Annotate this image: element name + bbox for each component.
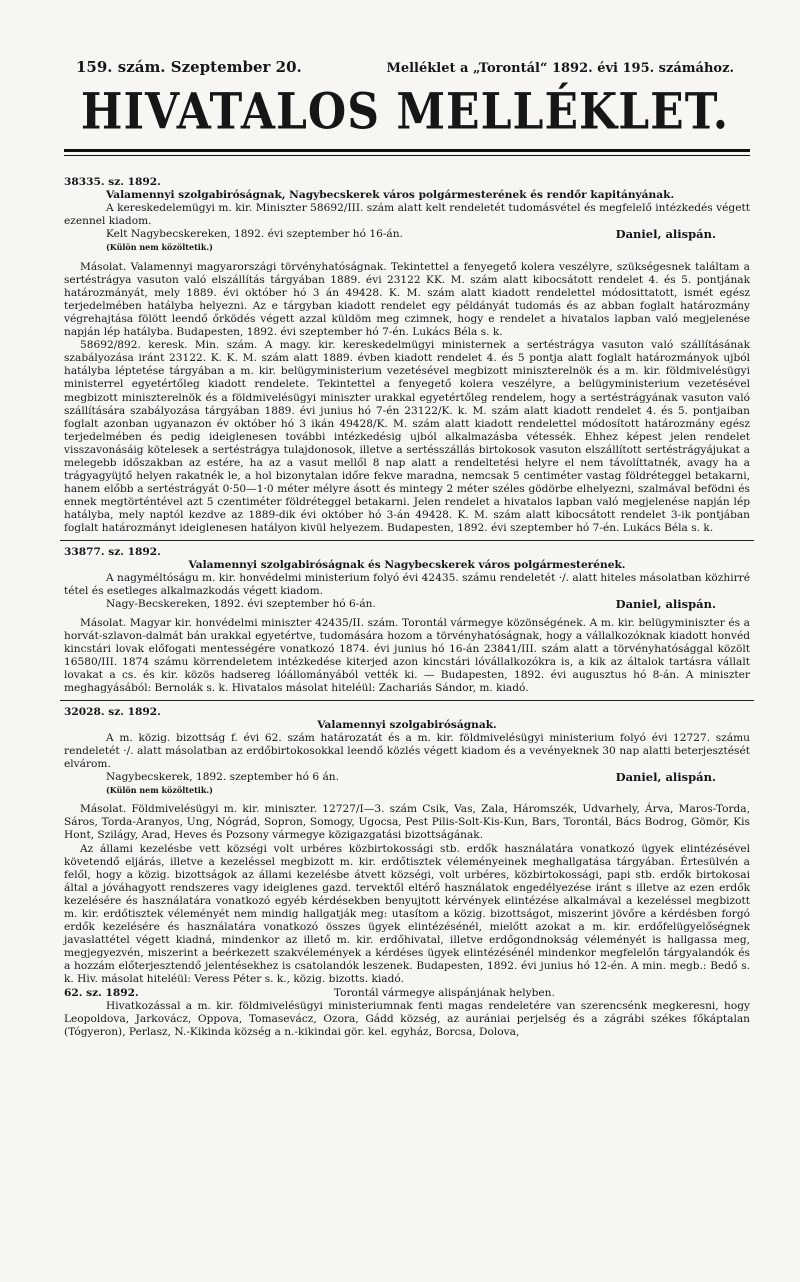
notice-body: Hivatkozással a m. kir. földmivelésügyi ministeriumnak fenti magas rendeletére van szerencsénk megkeresni, hogy Leopoldova, Jarkovácz, Oppova, Tomasevácz, Ozora, Gádd község, az aurániai perjelség és a zágrábi székes főkáptalan (Tógyeron), Perlasz, N.-Kikinda község a n.-kikindai gör. kel. egyház, Borcsa, Dolova, xyxy=(64,999,750,1038)
copy-text: Másolat. Valamennyi magyarországi törvényhatóságnak. Tekintettel a fenyegető kolera veszélyre, szükségesnek találtam a sertéstrágya vasuton való elszállítás tárgyában 1889. évi 23122 KK. M. szám alatt kibocsátott rendelet 4. és 5. pontjának határozmányát, mely 1889. évi október hó 3 án 49428. K. M. szám alatt kiadott rendelettel módosittatott, ismét egész terjedelmében hatályba helyezni. Az e tárgyban kiadott rendelet egy példányát tudomás és az abban foglalt határozmány végrehajtása fölött leendő őrködés végett azzal küldöm meg czimnek, hogy e rendelet a hivatalos lapban való megjelenése napján lép hatályba. Budapesten, 1892. évi szeptember hó 7-én. Lukács Béla s. k. xyxy=(64,260,750,339)
signature: Daniel, alispán. xyxy=(615,227,716,242)
addressee: Valamennyi szolgabiróságnak, Nagybecskerek város polgármesterének és rendőr kapitányának. xyxy=(106,189,675,202)
reference-number: 62. sz. 1892. xyxy=(64,986,139,999)
copy-text-continued: 58692/892. keresk. Min. szám. A magy. kir. kereskedelmügyi ministernek a sertéstrágya vasuton való szállításának szabályozása iránt 23122. K. K. M. szám alatt 1889. évben kiadott rendelet 4. és 5 pontja alatt foglalt határozmányok ujból hatályba léptetése tárgyában a m. kir. belügyministerium vezetésével megbizott miniszterelnök és a m. kir. földmivelésügyi ministerrel egyetértőleg kiadott rendelete. Tekintettel a fenyegető kolera veszélyre, a belügyministerium vezetésével megbizott miniszterelnök és a földmivelésügyi miniszter urakkal egyetértőleg rendelem, hogy a sertéstrágyának vasuton való szállítására szabályozása tárgyában 1889. évi junius hó 7-én 23122/K. k. M. szám alatt kiadott rendelet 4. és 5. pontjaiban foglalt azonban ugyanazon év október hó 3 ikán 49428/K. M. szám alatt kiadott rendelettel módosított határozmány egész terjedelmében és pedig ideiglenesen további intézkedésig ujból alkalmazásba vétessék. Ehhez képest jelen rendelet visszavonásáig kötelesek a sertéstrágya tulajdonosok, illetve a sertésszállás birtokosok vasuton elszállított sertéstrágyájukat a melegebb időszakban az estére, ha az a vasut mellől 8 nap alatt a rendeltetési helyre el nem távolíttatnék, avagy ha a trágyagyüjtő helyen rakatnék le, a hol bizonytalan időre fekve maradna, nemcsak 5 centiméter vastag földréteggel betakarni, hanem előbb a sertéstrágyát 0·50—1·0 méter mélyre ásott és mintegy 2 méter széles gödörbe elhelyezni, szalmával befödni és ennek megtörténtével azt 5 czentiméter földréteggel betakarni. Jelen rendelet a hivatalos lapban való megjelenése napján lép hatályba, mely naptól kezdve az 1889-dik évi október hó 3-án 49428. K. M. szám alatt kibocsátott rendelet 3-ik pontjában foglalt határozmányt ideiglenesen hatályon kivül helyezem. Budapesten, 1892. évi szeptember hó 7-én. Lukács Béla s. k. xyxy=(64,339,750,535)
publication-note: (Külön nem közöltetik.) xyxy=(106,242,213,253)
copy-text: Másolat. Földmivelésügyi m. kir. miniszter. 12727/I—3. szám Csik, Vas, Zala, Háromszék, Udvarhely, Árva, Maros-Torda, Sáros, Torda-Aranyos, Ung, Nógrád, Sopron, Somogy, Ugocsa, Pest Pilis-Solt-Kis-Kun, Bars, Torontál, Bács Bodrog, Gömör, Kis Hont, Szilágy, Arad, Heves és Pozsony vármegye közigazgatási bizottságának. xyxy=(64,803,750,842)
addressee: Valamennyi szolgabiróságnak. xyxy=(317,718,497,731)
masthead-title: HIVATALOS MELLÉKLET. xyxy=(80,83,730,141)
date-signature-row xyxy=(64,771,750,784)
date-line: Nagy-Becskereken, 1892. évi szeptember hó 6-án. xyxy=(106,597,376,610)
notice-body: A nagyméltóságu m. kir. honvédelmi ministerium folyó évi 42435. számu rendeletét ·/. alatt hiteles másolatban közhirré tétel és esetleges alkalmazkodás végett kiadom. xyxy=(64,571,750,597)
article-content xyxy=(64,176,750,1039)
copy-text: Másolat. Magyar kir. honvédelmi miniszter 42435/II. szám. Torontál vármegye közönségének. A m. kir. belügyminiszter és a horvát-szlavon-dalmát bán urakkal egyetértve, tudomására hozom a törvényhatóságnak, hogy a vállalkozóknak kiadott honvéd kincstári lovak előfogati mentességére vonatkozó 1874. évi junius hó 16-án 23841/III. szám alatt a törvényhatósággal közölt 16580/III. 1874 számu körrendeletem intézkedése kiterjed azon kincstári lóvállalkozókra is, a kik az általok tartásra vállalt lovakat a cs. és kir. közös hadsereg lóállományából vették ki. — Budapesten, 1892. évi augusztus hó 8-án. A miniszter meghagyásából: Bernolák s. k. Hivatalos másolat hiteléül: Zachariás Sándor, m. kiadó. xyxy=(64,617,750,695)
reference-address-row xyxy=(64,987,750,1000)
date-signature-row xyxy=(64,228,750,241)
reference-number: 32028. sz. 1892. xyxy=(64,705,161,718)
notice-body: A m. közig. bizottság f. évi 62. szám határozatát és a m. kir. földmivelésügyi ministerium folyó évi 12727. számu rendeletét ·/. alatt másolatban az erdőbirtokosokkal leendő közlés végett kiadom és a vevényeknek 30 nap alatti beterjesztését elvárom. xyxy=(64,731,750,770)
copy-text-continued: Az állami kezelésbe vett községi volt urbéres közbirtokossági stb. erdők használatára vonatkozó ügyek elintézésével követendő eljárás, illetve a kezeléssel megbizott m. kir. erdőtisztek véleményeinek meghallgatása tárgyában. Értesülvén a felől, hogy a közig. bizottságok az állami kezelésbe átvett községi, volt urbéres, közbirtokossági, papi stb. erdők birtokosai által a jóváhagyott rendszeres vagy ideiglenes gazd. tervektől eltérő használatok engedélyezése iránt s illetve az ezen erdők kezelésére és használatára vonatkozó egyéb kérdésekben benyujtott kérvények elintézése alkalmával a kezeléssel megbizott m. kir. erdőtisztek véleményét nem mindig hallgatják meg: utasítom a közig. bizottságot, miszerint jövőre a kérdésben forgó erdők kezelésére és használatára vonatkozó összes ügyek elintézésénél, mielőtt azokat a m. kir. erdőfelügyelőségnek javaslattétel végett kiadná, mindenkor az illető m. kir. erdőhivatal, illetve erdőgondnokság véleményét is hallgassa meg, megjegyezvén, miszerint a beérkezett szakvélemények a kérdéses ügyek elintézésénél mindenkor megfelelőn tárgyalandók és a hozzám előterjesztendő jelentésekhez is csatolandók leszenek. Budapesten, 1892. évi junius hó 12-én. A min. megb.: Bedő s. k. Hiv. másolat hiteléül: Veress Péter s. k., közig. bizotts. kiadó. xyxy=(64,842,750,986)
masthead-rule-thin xyxy=(64,155,750,156)
reference-number: 33877. sz. 1892. xyxy=(64,545,161,558)
supplement-note: Melléklet a „Torontál“ 1892. évi 195. számához. xyxy=(386,61,734,76)
section-divider xyxy=(60,700,754,701)
section-divider xyxy=(60,540,754,541)
date-line: Nagybecskerek, 1892. szeptember hó 6 án. xyxy=(106,771,339,784)
masthead-rule-thick xyxy=(64,149,750,152)
notice-62 xyxy=(64,987,750,1039)
signature: Daniel, alispán. xyxy=(615,596,716,611)
notice-body: A kereskedelemügyi m. kir. Miniszter 58692/III. szám alatt kelt rendeletét tudomásvétel és megfelelő intézkedés végett ezennel kiadom. xyxy=(64,202,750,228)
notice-32028 xyxy=(64,706,750,987)
reference-number: 38335. sz. 1892. xyxy=(64,176,161,188)
notice-38335 xyxy=(64,176,750,536)
issue-number: 159. szám. Szeptember 20. xyxy=(76,58,302,76)
addressee: Valamennyi szolgabiróságnak és Nagybecskerek város polgármesterének. xyxy=(188,558,626,571)
signature: Daniel, alispán. xyxy=(615,770,716,785)
date-signature-row xyxy=(64,598,750,611)
publication-note: (Külön nem közöltetik.) xyxy=(106,785,213,796)
notice-33877 xyxy=(64,546,750,696)
date-line: Kelt Nagybecskereken, 1892. évi szeptember hó 16-án. xyxy=(106,228,403,241)
issue-header xyxy=(76,58,734,76)
addressee: Torontál vármegye alispánjának helyben. xyxy=(333,986,555,999)
